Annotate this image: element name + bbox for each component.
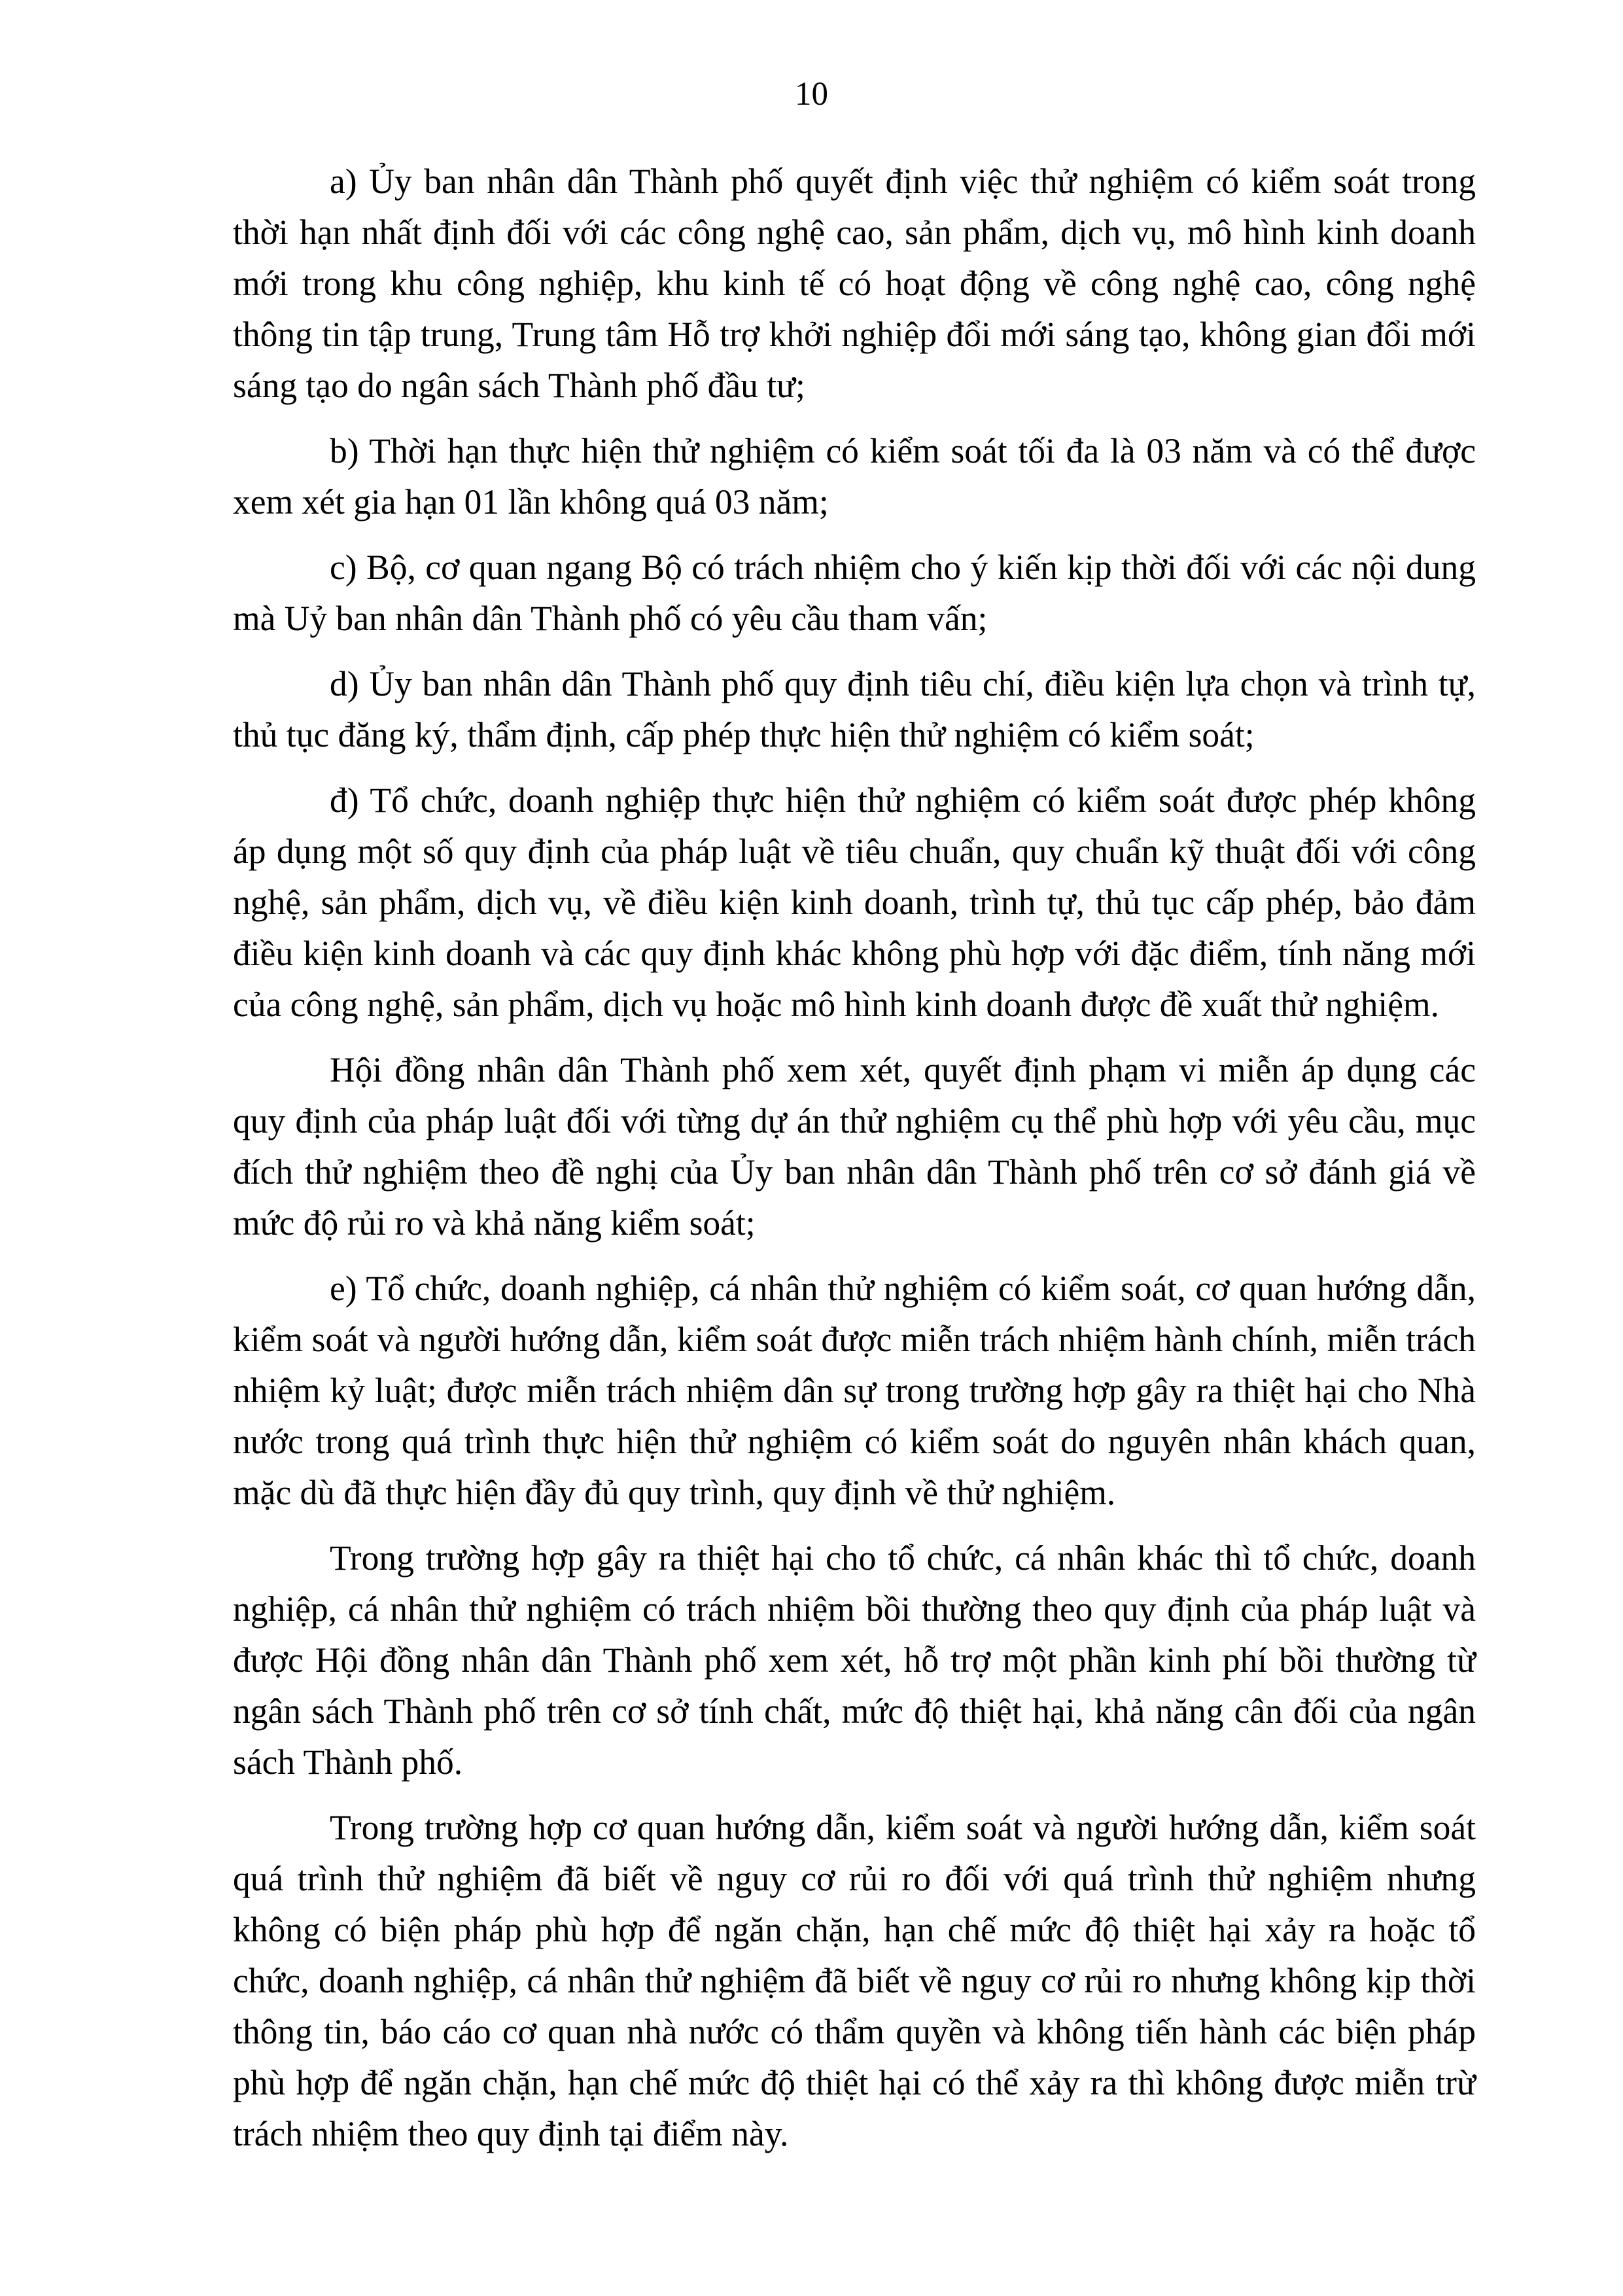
paragraph-point-dd: đ) Tổ chức, doanh nghiệp thực hiện thử nghiệm có kiểm soát được phép không áp dụng một số quy định của pháp luật về tiêu chuẩn, quy chuẩn kỹ thuật đối với công nghệ, sản phẩm, dịch vụ, về điều kiện kinh doanh, trình tự, thủ tục cấp phép, bảo đảm điều kiện kinh doanh và các quy định khác không phù hợp với đặc điểm, tính năng mới của công nghệ, sản phẩm, dịch vụ hoặc mô hình kinh doanh được đề xuất thử nghiệm. (233, 781, 1476, 1024)
paragraph-point-e: e) Tổ chức, doanh nghiệp, cá nhân thử nghiệm có kiểm soát, cơ quan hướng dẫn, kiểm soát và người hướng dẫn, kiểm soát được miễn trách nhiệm hành chính, miễn trách nhiệm kỷ luật; được miễn trách nhiệm dân sự trong trường hợp gây ra thiệt hại cho Nhà nước trong quá trình thực hiện thử nghiệm có kiểm soát do nguyên nhân khách quan, mặc dù đã thực hiện đầy đủ quy trình, quy định về thử nghiệm. (233, 1269, 1476, 1512)
document-body (233, 156, 1476, 2174)
paragraph-damage-compensation: Trong trường hợp gây ra thiệt hại cho tổ chức, cá nhân khác thì tổ chức, doanh nghiệp, cá nhân thử nghiệm có trách nhiệm bồi thường theo quy định của pháp luật và được Hội đồng nhân dân Thành phố xem xét, hỗ trợ một phần kinh phí bồi thường từ ngân sách Thành phố trên cơ sở tính chất, mức độ thiệt hại, khả năng cân đối của ngân sách Thành phố. (233, 1538, 1476, 1782)
paragraph-point-c: c) Bộ, cơ quan ngang Bộ có trách nhiệm cho ý kiến kịp thời đối với các nội dung mà Uỷ ban nhân dân Thành phố có yêu cầu tham vấn; (233, 548, 1476, 638)
paragraph-point-b: b) Thời hạn thực hiện thử nghiệm có kiểm soát tối đa là 03 năm và có thể được xem xét gia hạn 01 lần không quá 03 năm; (233, 431, 1476, 521)
paragraph-council-decision: Hội đồng nhân dân Thành phố xem xét, quyết định phạm vi miễn áp dụng các quy định của pháp luật đối với từng dự án thử nghiệm cụ thể phù hợp với yêu cầu, mục đích thử nghiệm theo đề nghị của Ủy ban nhân dân Thành phố trên cơ sở đánh giá về mức độ rủi ro và khả năng kiểm soát; (233, 1050, 1476, 1243)
paragraph-no-exemption: Trong trường hợp cơ quan hướng dẫn, kiểm soát và người hướng dẫn, kiểm soát quá trình thử nghiệm đã biết về nguy cơ rủi ro đối với quá trình thử nghiệm nhưng không có biện pháp phù hợp để ngăn chặn, hạn chế mức độ thiệt hại xảy ra hoặc tổ chức, doanh nghiệp, cá nhân thử nghiệm đã biết về nguy cơ rủi ro nhưng không kịp thời thông tin, báo cáo cơ quan nhà nước có thẩm quyền và không tiến hành các biện pháp phù hợp để ngăn chặn, hạn chế mức độ thiệt hại có thể xảy ra thì không được miễn trừ trách nhiệm theo quy định tại điểm này. (233, 1808, 1476, 2153)
paragraph-point-a: a) Ủy ban nhân dân Thành phố quyết định việc thử nghiệm có kiểm soát trong thời hạn nhất định đối với các công nghệ cao, sản phẩm, dịch vụ, mô hình kinh doanh mới trong khu công nghiệp, khu kinh tế có hoạt động về công nghệ cao, công nghệ thông tin tập trung, Trung tâm Hỗ trợ khởi nghiệp đổi mới sáng tạo, không gian đổi mới sáng tạo do ngân sách Thành phố đầu tư; (233, 162, 1476, 405)
paragraph-point-d: d) Ủy ban nhân dân Thành phố quy định tiêu chí, điều kiện lựa chọn và trình tự, thủ tục đăng ký, thẩm định, cấp phép thực hiện thử nghiệm có kiểm soát; (233, 664, 1476, 754)
page-number: 10 (795, 76, 828, 113)
